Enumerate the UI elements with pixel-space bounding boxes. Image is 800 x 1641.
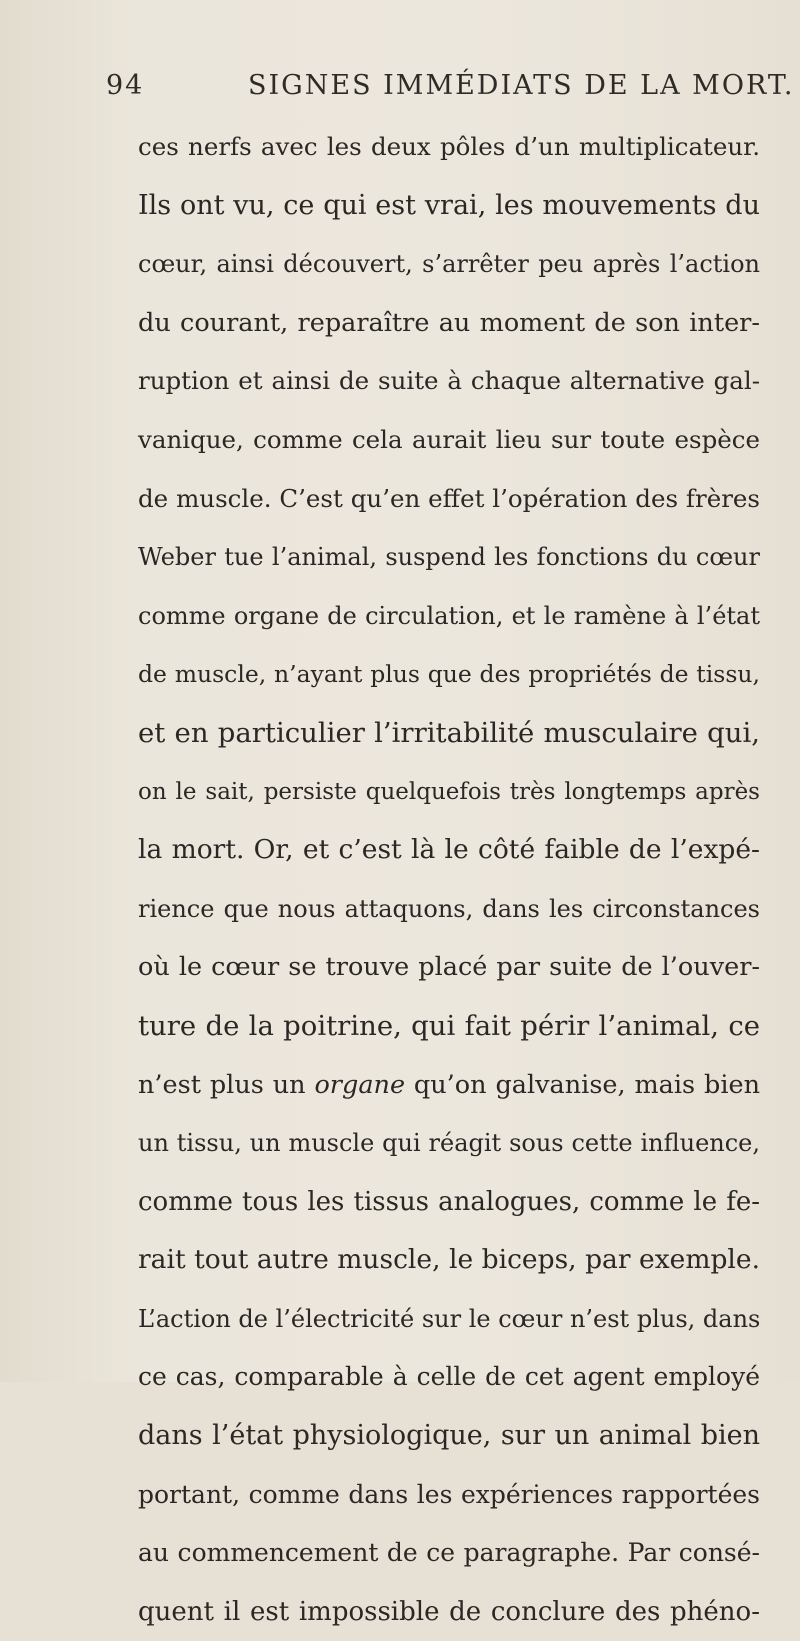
text-line: de muscle, n’ayant plus que des propriétés de tissu, [138, 660, 760, 689]
text-line: portant, comme dans les expériences rapportées [138, 1479, 760, 1509]
text-line: la mort. Or, et c’est là le côté faible de l’expé- [138, 834, 760, 866]
text-line: du courant, reparaître au moment de son inter- [138, 307, 760, 338]
text-line: où le cœur se trouve placé par suite de l’ouver- [138, 952, 760, 983]
text-line: de muscle. C’est qu’en effet l’opération des frères [138, 483, 760, 513]
text-line: L’action de l’électricité sur le cœur n’est plus, dans [138, 1304, 761, 1333]
text-line: comme tous les tissus analogues, comme le fe- [138, 1186, 760, 1217]
text-line: on le sait, persiste quelquefois très longtemps après [138, 778, 760, 805]
text-line: quent il est impossible de conclure des phéno- [138, 1596, 760, 1627]
running-head-title: SIGNES IMMÉDIATS DE LA MORT. [248, 70, 795, 101]
page-number: 94 [106, 70, 145, 101]
running-head [106, 70, 795, 110]
text-line: ture de la poitrine, qui fait périr l’animal, ce [138, 1009, 760, 1042]
text-line: et en particulier l’irritabilité musculaire qui, [138, 716, 760, 749]
text-line-with-italic: n’est plus un organe qu’on galvanise, mais bien [138, 1069, 760, 1100]
text-line: un tissu, un muscle qui réagit sous cette influence, [138, 1129, 760, 1158]
text-line: dans l’état physiologique, sur un animal bien [138, 1420, 760, 1452]
text-line: Ils ont vu, ce qui est vrai, les mouvements du [138, 189, 760, 221]
text-line: vanique, comme cela aurait lieu sur toute espèce [138, 424, 760, 454]
text-line: cœur, ainsi découvert, s’arrêter peu après l’action [138, 250, 760, 279]
italic-word: organe [314, 1069, 406, 1100]
text-line: rait tout autre muscle, le biceps, par exemple. [138, 1244, 760, 1276]
text-line: ces nerfs avec les deux pôles d’un multiplicateur. [138, 132, 760, 161]
text-line: ce cas, comparable à celle de cet agent employé [138, 1362, 760, 1392]
text-line: comme organe de circulation, et le ramène à l’état [138, 601, 760, 630]
text-line: au commencement de ce paragraphe. Par consé- [138, 1538, 760, 1568]
text-line: Weber tue l’animal, suspend les fonctions du cœur [138, 543, 760, 572]
text-line: ruption et ainsi de suite à chaque alternative gal- [138, 366, 760, 396]
body-text [138, 118, 760, 1641]
text-line: rience que nous attaquons, dans les circonstances [138, 894, 760, 923]
